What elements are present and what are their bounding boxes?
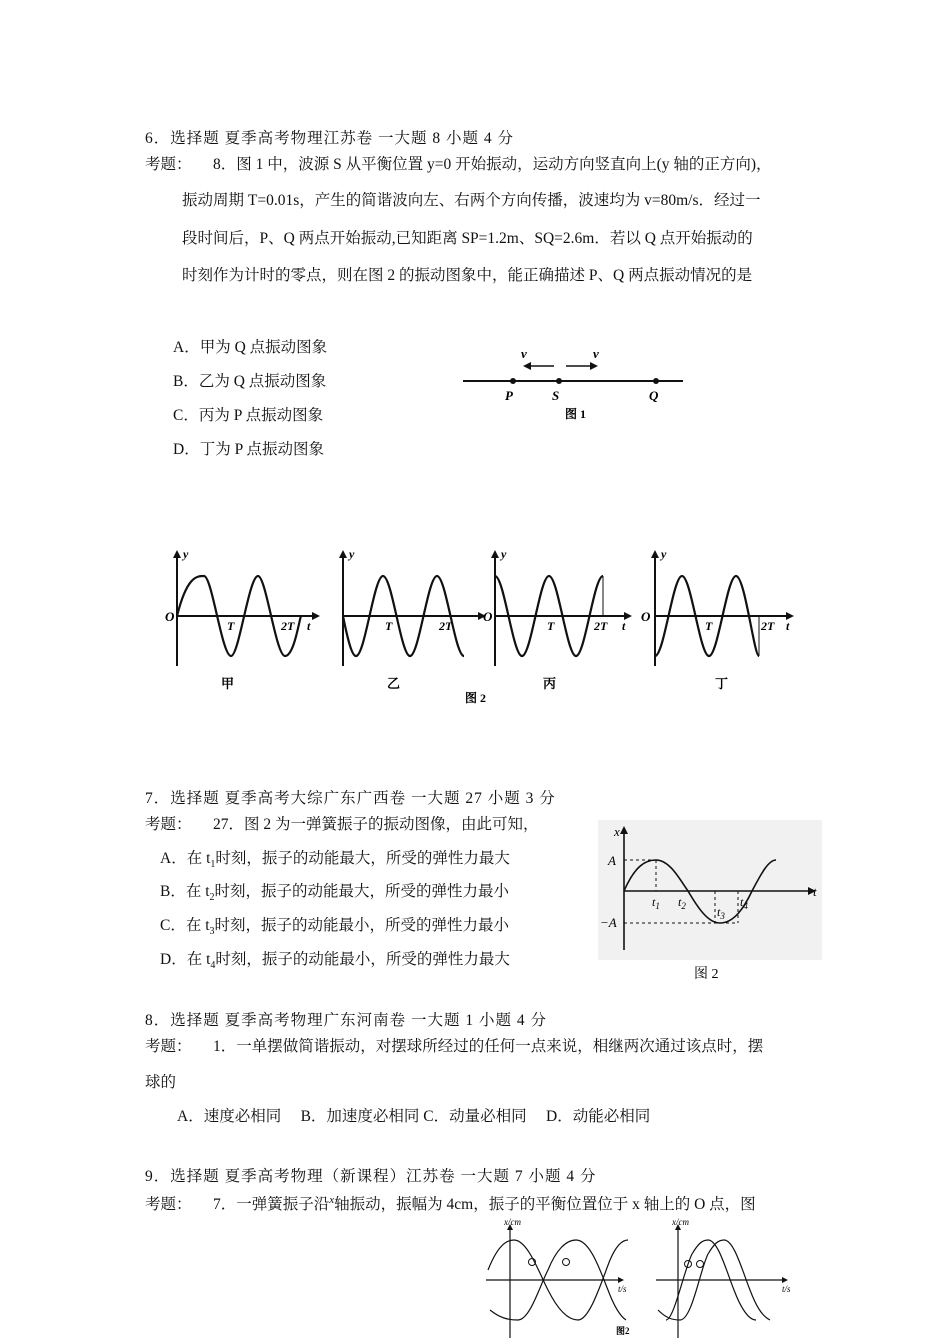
q8-prefix: 考题： [145,1038,192,1055]
q7-option-c: C．在 $t_3$时刻，振子的动能最小，所受的弹性力最小 [160,917,510,938]
graph-bing [483,547,632,691]
q7-header: 7．选择题 夏季高考大综广东广西卷 一大题 27 小题 3 分 [145,790,556,807]
svg-text:2T: 2T [281,619,295,633]
svg-text:t4: $t_4$ [740,895,748,911]
svg-text:t: t [307,619,311,633]
q6-figure-2 [155,540,805,710]
q9-graph-right [656,1218,791,1338]
svg-text:T: T [705,619,713,633]
svg-text:x/cm: x/cm [672,1218,689,1227]
q6-prefix: 考题： [145,156,192,173]
svg-text:t: t [813,884,817,899]
q9-figure [478,1218,808,1338]
svg-text:O: O [483,609,493,624]
svg-text:t1: $t_1$ [652,895,660,911]
q6-option-c: C．丙为 P 点振动图象 [173,407,324,424]
graph-yi [339,547,486,691]
svg-text:2T: 2T [439,619,453,633]
svg-text:O: O [165,609,175,624]
q7-prefix: 考题： [145,816,192,833]
graph-ding [641,547,794,691]
svg-text:y: y [661,547,667,561]
q6-figure-1 [455,340,695,425]
svg-text:t3: $t_3$ [717,905,725,921]
label-p: P [505,388,513,403]
q9-header: 9．选择题 夏季高考物理（新课程）江苏卷 一大题 7 小题 4 分 [145,1168,597,1185]
label-v-left: v [521,346,527,361]
figure-1-caption: 图 1 [565,407,587,421]
q9-graph-left [486,1218,628,1338]
point-q [653,378,659,384]
q6-option-d: D．丁为 P 点振动图象 [173,441,324,458]
q6-option-b: B．乙为 Q 点振动图象 [173,373,327,390]
q7-option-a: A．在 $t_1$时刻，振子的动能最大，所受的弹性力最大 [160,850,510,871]
q9-line: 7．一弹簧振子沿$^x$轴振动，振幅为 4cm，振子的平衡位置位于 x 轴上的 O 点，图 [213,1193,756,1213]
q7-option-d: D．在 $t_4$时刻，振子的动能最小，所受的弹性力最大 [160,951,510,972]
svg-text:t2: $t_2$ [678,895,686,911]
svg-text:t: t [622,619,626,633]
svg-text:t/s: t/s [618,1284,627,1294]
svg-text:y: y [501,547,507,561]
svg-text:T: T [227,619,235,633]
q8-line-2: 球的 [145,1074,177,1091]
svg-text:A: A [608,853,616,868]
graph-jia [165,547,320,691]
q6-line-3: 段时间后，P、Q 两点开始振动,已知距离 SP=1.2m、SQ=2.6m．若以 Q 点开始振动的 [182,230,753,247]
svg-text:y: y [349,547,355,561]
q6-header: 6．选择题 夏季高考物理江苏卷 一大题 8 小题 4 分 [145,130,515,147]
graph-name-ding: 丁 [715,676,729,691]
q9-prefix: 考题： [145,1196,192,1213]
point-p [510,378,516,384]
svg-text:T: T [385,619,393,633]
q8-header: 8．选择题 夏季高考物理广东河南卷 一大题 1 小题 4 分 [145,1012,548,1029]
q6-line-4: 时刻作为计时的零点，则在图 2 的振动图象中，能正确描述 P、Q 两点振动情况的是 [182,267,753,284]
q9-figure-caption: 图2 [616,1326,630,1336]
svg-text:t: t [786,619,790,633]
svg-text:−A: −A [600,915,617,930]
graph-name-bing: 丙 [543,676,557,691]
svg-text:t/s: t/s [782,1284,791,1294]
svg-text:x: x [614,824,620,839]
q7-option-b: B．在 $t_2$时刻，振子的动能最大，所受的弹性力最小 [160,883,510,904]
label-v-right: v [593,346,599,361]
q8-line-1: 1．一单摆做简谐振动，对摆球所经过的任何一点来说，相继两次通过该点时，摆 [213,1038,764,1055]
svg-text:2T: 2T [594,619,608,633]
point-s [556,378,562,384]
q8-options: A．速度必相同 B．加速度必相同 C．动量必相同 D．动能必相同 [177,1108,651,1125]
svg-text:T: T [547,619,555,633]
svg-text:y: y [183,547,189,561]
label-s: S [552,388,560,403]
q7-figure [598,820,828,990]
q6-line-1: 8．图 1 中，波源 S 从平衡位置 y=0 开始振动，运动方向竖直向上(y 轴的正方向)， [213,156,772,173]
label-q: Q [649,388,659,403]
graph-name-yi: 乙 [387,676,401,691]
svg-text:2T: 2T [761,619,775,633]
svg-text:O: O [641,609,651,624]
q6-option-a: A．甲为 Q 点振动图象 [173,339,328,356]
svg-text:x/cm: x/cm [504,1218,521,1227]
q7-figure-caption: 图 2 [694,967,719,982]
figure-2-caption: 图 2 [465,691,487,705]
graph-name-jia: 甲 [221,676,235,691]
q7-line: 27．图 2 为一弹簧振子的振动图像，由此可知， [213,816,539,833]
q6-line-2: 振动周期 T=0.01s，产生的简谐波向左、右两个方向传播，波速均为 v=80m/s．经过一 [182,192,761,209]
